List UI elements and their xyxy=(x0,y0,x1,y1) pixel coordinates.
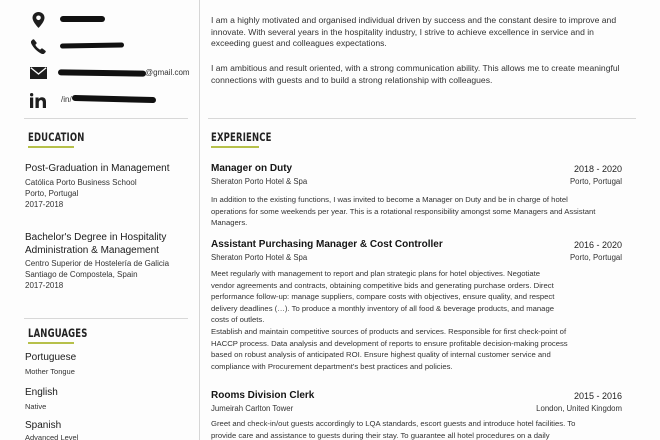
linkedin-prefix: /in/ xyxy=(61,95,72,104)
languages-heading: LANGUAGES xyxy=(28,326,88,340)
education-item-year: 2017-2018 xyxy=(25,281,64,290)
contact-linkedin xyxy=(28,90,48,110)
job-description xyxy=(211,418,623,440)
language-level: Mother Tongue xyxy=(25,367,75,376)
job-location: Porto, Portugal xyxy=(569,177,622,186)
job-company: Sheraton Porto Hotel & Spa xyxy=(211,177,308,186)
redacted-linkedin xyxy=(72,95,156,103)
job-description-line: In addition to the existing functions, I was invited to become a Manager on Duty and be in charge of hotel xyxy=(211,195,568,204)
language-name: English xyxy=(25,387,58,398)
job-description-line: compliance with Procurement department's best practices and policies. xyxy=(211,361,453,371)
education-item-school: Católica Porto Business School xyxy=(25,178,137,187)
envelope-icon xyxy=(28,64,48,82)
education-item-title: Bachelor's Degree in Hospitality xyxy=(25,232,167,243)
education-item-title: Post-Graduation in Management xyxy=(25,163,170,174)
job-description-line: Managers. xyxy=(211,218,248,228)
summary-paragraph: I am a highly motivated and organised individual driven by success and the constant desire to improve and innovate. With several years in the hospitality industry, I strive to achieve excellence in service and in exceeding guest and colleagues expectations. xyxy=(211,15,617,48)
education-underline xyxy=(28,146,74,148)
job-description xyxy=(211,268,623,372)
phone-icon xyxy=(28,37,48,55)
location-pin-icon xyxy=(28,11,48,29)
language-level: Native xyxy=(25,402,47,411)
experience-heading: EXPERIENCE xyxy=(211,130,272,144)
job-description-line: delivery deadlines (…). To produce a monthly inventory of all food & beverage products, and manage xyxy=(211,303,555,313)
job-description-line: Establish and maintain competitive sources of products and services. Responsible for first check-point of xyxy=(211,326,567,336)
summary-paragraph: I am ambitious and result oriented, with a strong communication ability. This allows me to create meaningful connections with guests and to build a strong relationship with colleagues. xyxy=(211,63,620,85)
job-description-line: performance follow-up: manage suppliers, compare costs with objectives, ensure quality, and respect xyxy=(211,292,555,302)
language-name: Spanish xyxy=(25,420,62,431)
education-item-title: Administration & Management xyxy=(25,245,159,256)
language-level: Advanced Level xyxy=(25,433,79,440)
job-description-line: vendor agreements and contracts, obtaining competitive bids and generating purchase orders. Direct xyxy=(211,280,554,290)
languages-underline xyxy=(28,342,74,344)
job-description-line: costs of outlets. xyxy=(211,315,265,325)
job-description-line: Greet and check-in/out guests accordingly to LQA standards, escort guests and introduce hotel facilities. To xyxy=(211,419,576,428)
experience-underline xyxy=(211,146,259,148)
language-name: Portuguese xyxy=(25,352,77,363)
job-description-line: based on robust analysis of anticipated ROI. Ensure highest quality of internal customer service and xyxy=(211,350,551,360)
redacted-email xyxy=(58,69,146,76)
job-title: Assistant Purchasing Manager & Cost Controller xyxy=(211,239,443,250)
job-description-line: operations for some weekends per year. This is a rotational responsibility amongst some Managers and Assistant xyxy=(211,206,596,216)
sidebar xyxy=(0,0,200,440)
contact-location xyxy=(28,10,48,30)
job-dates: 2016 - 2020 xyxy=(573,240,622,250)
job-description-line: HACCP process. Data analysis and development of reports to ensure profitable decision-making process xyxy=(211,338,568,348)
contact-phone xyxy=(28,36,48,56)
job-description-line: Meet regularly with management to report and plan strategic plans for hotel objectives. Negotiate xyxy=(211,269,541,278)
job-company: Jumeirah Carlton Tower xyxy=(211,404,294,413)
redacted-address xyxy=(60,16,105,22)
education-item-school: Centro Superior de Hostelería de Galicia xyxy=(25,259,170,268)
job-location: London, United Kingdom xyxy=(536,404,622,413)
job-dates: 2015 - 2016 xyxy=(573,391,622,401)
job-title: Manager on Duty xyxy=(211,163,293,174)
main-divider xyxy=(208,118,636,119)
job-location: Porto, Portugal xyxy=(569,253,622,262)
email-domain: @gmail.com xyxy=(145,68,190,77)
redacted-phone xyxy=(60,42,124,48)
job-description-line: provide care and assistance to guests during their stay. To guarantee all hotel procedures on a daily xyxy=(211,430,550,440)
sidebar-divider xyxy=(24,118,188,119)
job-description xyxy=(211,194,623,229)
sidebar-divider xyxy=(24,318,188,319)
linkedin-icon xyxy=(28,91,48,109)
job-company: Sheraton Porto Hotel & Spa xyxy=(211,253,308,262)
education-item-year: 2017-2018 xyxy=(25,200,64,209)
job-title: Rooms Division Clerk xyxy=(211,390,315,401)
education-heading: EDUCATION xyxy=(28,130,85,144)
education-item-place: Santiago de Compostela, Spain xyxy=(25,270,138,279)
contact-email xyxy=(28,63,48,83)
education-item-place: Porto, Portugal xyxy=(25,189,79,198)
job-dates: 2018 - 2020 xyxy=(573,164,622,174)
